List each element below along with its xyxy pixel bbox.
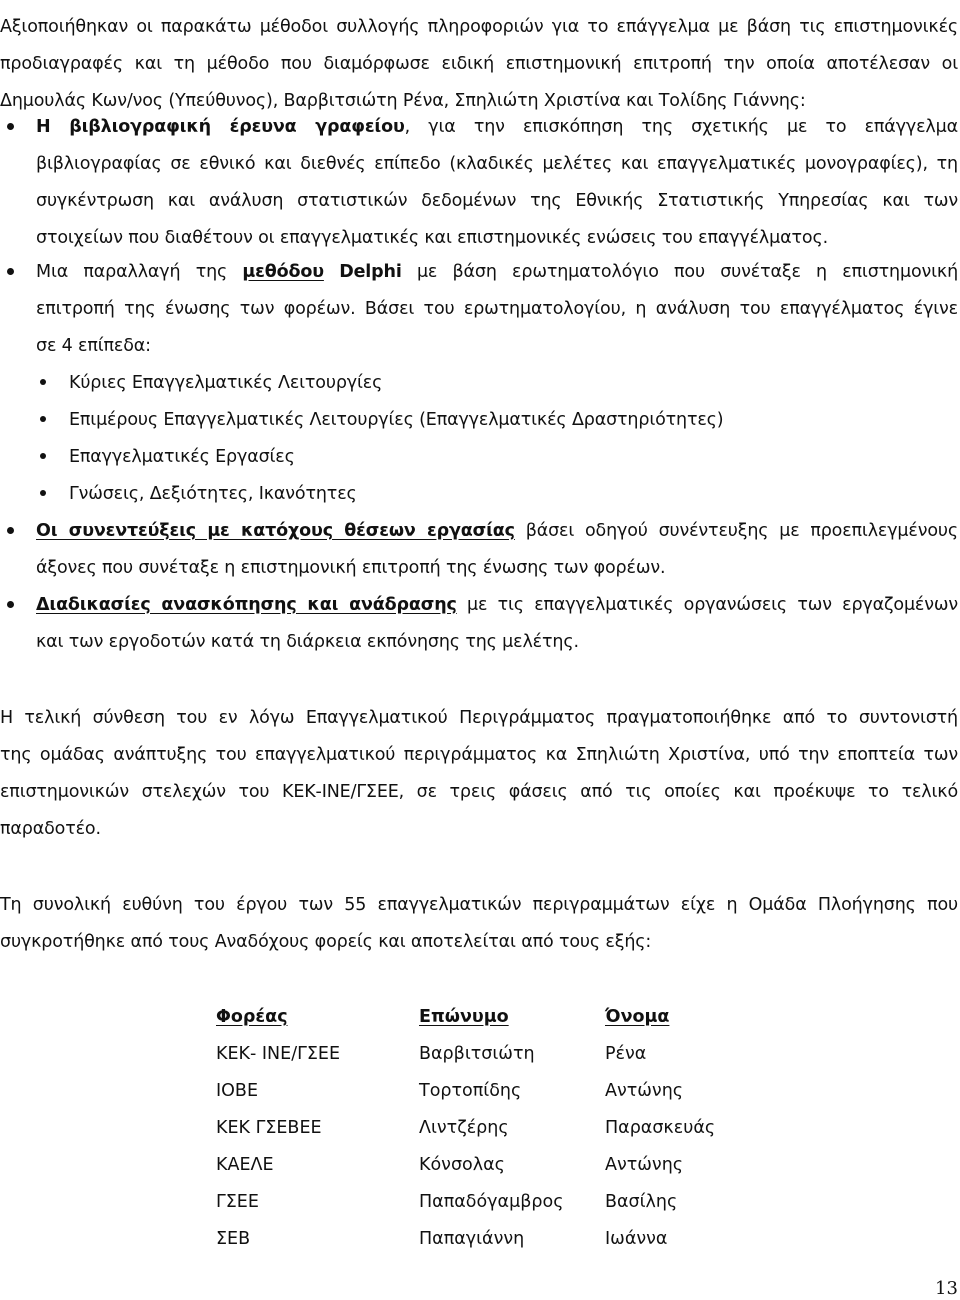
bullet-1-rest: , για την επισκόπηση της σχετικής με το επάγγελμα xyxy=(404,117,958,137)
table-cell-organisation: ΚΑΕΛΕ xyxy=(216,1155,274,1175)
para-2-line-3: επιστημονικών στελεχών του ΚΕΚ-ΙΝΕ/ΓΣΕΕ, σε τρεις φάσεις από τις οποίες και προέκυψε το τελικό xyxy=(0,782,958,802)
sub-bullet-4: Γνώσεις, Δεξιότητες, Ικανότητες xyxy=(69,484,357,504)
bullet-1-bold: Η βιβλιογραφική έρευνα γραφείου xyxy=(36,117,405,137)
bullet-2-bold-2: Delphi xyxy=(339,262,402,282)
bullet-3-line-2: άξονες που συνέταξε η επιστημονική επιτροπή της ένωσης των φορέων. xyxy=(36,558,666,578)
para-3-line-2: συγκροτήθηκε από τους Αναδόχους φορείς και αποτελείται από τους εξής: xyxy=(0,932,652,952)
bullet-3-rest: βάσει οδηγού συνέντευξης με προεπιλεγμένους xyxy=(514,521,959,541)
bullet-4-bold: Διαδικασίες ανασκόπησης και ανάδρασης xyxy=(36,595,457,615)
sub-bullet-1-dot xyxy=(40,379,46,385)
bullet-4-rest: με τις επαγγελματικές οργανώσεις των εργαζομένων xyxy=(456,595,958,615)
table-cell-organisation: ΚΕΚ ΓΣΕΒΕΕ xyxy=(216,1118,322,1138)
sub-bullet-1: Κύριες Επαγγελματικές Λειτουργίες xyxy=(69,373,383,393)
table-cell-name: Αντώνης xyxy=(605,1155,684,1175)
table-cell-organisation: ΚΕΚ- ΙΝΕ/ΓΣΕΕ xyxy=(216,1044,341,1064)
table-cell-surname: Βαρβιτσιώτη xyxy=(419,1044,535,1064)
bullet-2-pre: Μια παραλλαγή της xyxy=(36,262,243,282)
table-cell-name: Ρένα xyxy=(605,1044,647,1064)
para-2-line-1: Η τελική σύνθεση του εν λόγω Επαγγελματικού Περιγράμματος πραγματοποιήθηκε από το συντονιστή xyxy=(0,708,958,728)
bullet-1-line-4: στοιχείων που διαθέτουν οι επαγγελματικές και επιστημονικές ενώσεις του επαγγέλματος. xyxy=(36,228,828,248)
bullet-2-rest: με βάση ερωτηματολόγιο που συνέταξε η επιστημονική xyxy=(401,262,959,282)
bullet-2-dot xyxy=(7,268,14,275)
table-cell-surname: Κόνσολας xyxy=(419,1155,505,1175)
table-cell-name: Βασίλης xyxy=(605,1192,678,1212)
para-2-line-4: παραδοτέο. xyxy=(0,819,101,839)
sub-bullet-3: Επαγγελματικές Εργασίες xyxy=(69,447,295,467)
bullet-2-line-3: σε 4 επίπεδα: xyxy=(36,336,151,356)
bullet-4-line-2: και των εργοδοτών κατά τη διάρκεια εκπόνησης της μελέτης. xyxy=(36,632,579,652)
table-header-surname: Επώνυμο xyxy=(419,1007,509,1027)
table-cell-organisation: ΣΕΒ xyxy=(216,1229,251,1249)
table-cell-name: Αντώνης xyxy=(605,1081,684,1101)
table-header-organisation: Φορέας xyxy=(216,1007,288,1027)
table-header-name: Όνομα xyxy=(605,1007,670,1027)
para-3-line-1: Τη συνολική ευθύνη του έργου των 55 επαγγελματικών περιγραμμάτων είχε η Ομάδα Πλοήγησης που xyxy=(0,895,958,915)
sub-bullet-2: Επιμέρους Επαγγελματικές Λειτουργίες (Επαγγελματικές Δραστηριότητες) xyxy=(69,410,724,430)
intro-line-3: Δημουλάς Κων/νος (Υπεύθυνος), Βαρβιτσιώτη Ρένα, Σπηλιώτη Χριστίνα και Τολίδης Γιάννης: xyxy=(0,91,806,111)
bullet-3-line-1 xyxy=(36,520,958,542)
sub-bullet-2-dot xyxy=(40,416,46,422)
table-cell-surname: Παπαδόγαμβρος xyxy=(419,1192,564,1212)
table-cell-name: Ιωάννα xyxy=(605,1229,668,1249)
intro-line-2: προδιαγραφές και τη μέθοδο που διαμόρφωσε ειδική επιστημονική επιτροπή την οποία αποτέλεσαν οι xyxy=(0,54,958,74)
bullet-1-line-3: συγκέντρωση και ανάλυση στατιστικών δεδομένων της Εθνικής Στατιστικής Υπηρεσίας και των xyxy=(36,191,958,211)
bullet-2-line-1 xyxy=(36,261,958,283)
table-cell-surname: Τορτοπίδης xyxy=(419,1081,522,1101)
bullet-1-dot xyxy=(7,123,14,130)
page-number: 13 xyxy=(935,1278,958,1299)
bullet-3-dot xyxy=(7,527,14,534)
bullet-1-line-1 xyxy=(36,116,958,138)
table-cell-organisation: ΓΣΕΕ xyxy=(216,1192,259,1212)
para-2-line-2: της ομάδας ανάπτυξης του επαγγελματικού περιγράμματος κα Σπηλιώτη Χριστίνα, υπό την εποπτεία των xyxy=(0,745,958,765)
bullet-2-bold: μεθόδου xyxy=(242,262,324,282)
bullet-2-line-2: επιτροπή της ένωσης των φορέων. Βάσει του ερωτηματολογίου, η ανάλυση του επαγγέλματος έγινε xyxy=(36,299,958,319)
bullet-1-line-2: βιβλιογραφίας σε εθνικό και διεθνές επίπεδο (κλαδικές μελέτες και επαγγελματικές μονογραφίες), τη xyxy=(36,154,958,174)
sub-bullet-4-dot xyxy=(40,490,46,496)
table-cell-organisation: ΙΟΒΕ xyxy=(216,1081,258,1101)
bullet-4-line-1 xyxy=(36,594,958,616)
table-cell-name: Παρασκευάς xyxy=(605,1118,716,1138)
table-cell-surname: Παπαγιάννη xyxy=(419,1229,525,1249)
table-cell-surname: Λιντζέρης xyxy=(419,1118,509,1138)
bullet-3-bold: Οι συνεντεύξεις με κατόχους θέσεων εργασίας xyxy=(36,521,515,541)
intro-line-1: Αξιοποιήθηκαν οι παρακάτω μέθοδοι συλλογής πληροφοριών για το επάγγελμα με βάση τις επιστημονικές xyxy=(0,17,958,37)
sub-bullet-3-dot xyxy=(40,453,46,459)
bullet-4-dot xyxy=(7,601,14,608)
